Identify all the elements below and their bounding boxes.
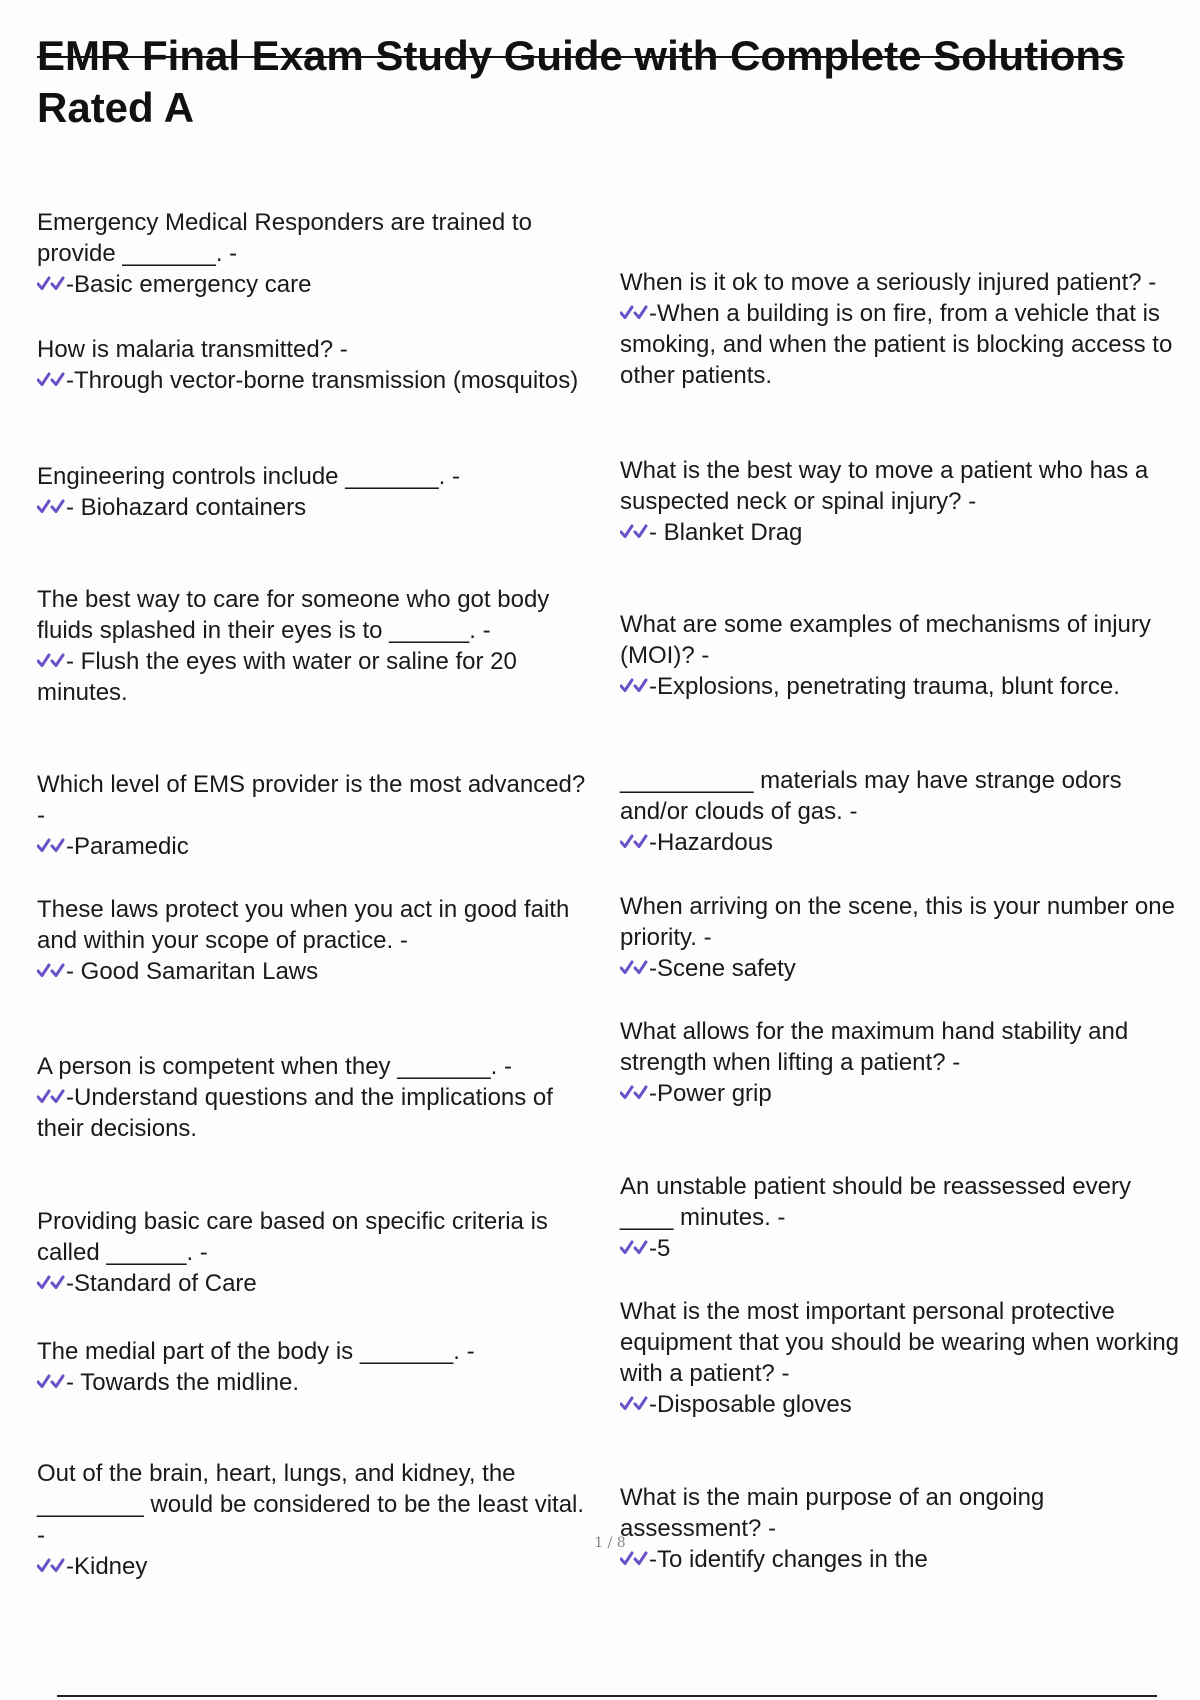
qa-item-left-3: [37, 430, 597, 523]
title-line-1: EMR Final Exam Study Guide with Complete Solutions: [37, 32, 1125, 79]
answer-text: -Kidney: [66, 1553, 148, 1580]
qa-item-left-10: [37, 1427, 597, 1582]
double-check-icon: [620, 831, 649, 853]
qa-item-left-1: [37, 176, 597, 300]
question-text: An unstable patient should be reassessed every ____ minutes. -: [620, 1173, 1131, 1231]
qa-item-right-6: [620, 985, 1190, 1109]
answer-text: -Explosions, penetrating trauma, blunt force.: [649, 673, 1120, 700]
question-text: These laws protect you when you act in good faith and within your scope of practice. -: [37, 896, 570, 954]
double-check-icon: [37, 960, 66, 982]
answer-text: -Hazardous: [649, 829, 774, 856]
page-number: 1 / 8: [594, 1535, 626, 1551]
answer-text: -Understand questions and the implications of their decisions.: [37, 1084, 553, 1142]
answer-text: -Scene safety: [649, 955, 796, 982]
qa-item-left-8: [37, 1175, 597, 1299]
qa-item-left-5: [37, 738, 597, 862]
answer-text: -Paramedic: [66, 833, 189, 860]
answer-text: - Towards the midline.: [66, 1369, 299, 1396]
document-title: [37, 30, 1187, 134]
answer-text: -To identify changes in the: [649, 1546, 928, 1573]
double-check-icon: [37, 835, 66, 857]
question-text: Engineering controls include _______. -: [37, 463, 460, 490]
qa-item-right-4: [620, 734, 1190, 858]
question-text: What are some examples of mechanisms of injury (MOI)? -: [620, 611, 1151, 669]
double-check-icon: [37, 273, 66, 295]
double-check-icon: [37, 1555, 66, 1577]
answer-text: -Disposable gloves: [649, 1391, 852, 1418]
qa-item-right-3: [620, 578, 1190, 702]
answer-text: -Through vector-borne transmission (mosquitos): [66, 367, 579, 394]
qa-item-right-2: [620, 424, 1190, 548]
question-text: Emergency Medical Responders are trained to provide _______. -: [37, 209, 532, 267]
qa-item-left-7: [37, 1020, 597, 1144]
title-line-2: Rated A: [37, 84, 195, 131]
qa-item-right-8: [620, 1265, 1190, 1420]
question-text: Out of the brain, heart, lungs, and kidney, the ________ would be considered to be the least vital. -: [37, 1460, 585, 1549]
question-text: Providing basic care based on specific criteria is called ______. -: [37, 1208, 548, 1266]
double-check-icon: [620, 957, 649, 979]
answer-text: -Standard of Care: [66, 1270, 257, 1297]
question-text: What allows for the maximum hand stability and strength when lifting a patient? -: [620, 1018, 1129, 1076]
qa-item-left-6: [37, 863, 597, 987]
answer-text: -When a building is on fire, from a vehicle that is smoking, and when the patient is blocking access to other patients.: [620, 300, 1173, 389]
double-check-icon: [620, 1237, 649, 1259]
double-check-icon: [620, 521, 649, 543]
double-check-icon: [620, 1082, 649, 1104]
answer-text: - Good Samaritan Laws: [66, 958, 319, 985]
answer-text: -Power grip: [649, 1080, 772, 1107]
double-check-icon: [620, 675, 649, 697]
question-text: The best way to care for someone who got body fluids splashed in their eyes is to ______. -: [37, 586, 550, 644]
double-check-icon: [37, 496, 66, 518]
question-text: __________ materials may have strange odors and/or clouds of gas. -: [620, 767, 1122, 825]
double-check-icon: [620, 302, 649, 324]
qa-item-left-4: [37, 553, 597, 708]
double-check-icon: [620, 1548, 649, 1570]
question-text: When arriving on the scene, this is your number one priority. -: [620, 893, 1175, 951]
question-text: When is it ok to move a seriously injured patient? -: [620, 269, 1157, 296]
question-text: How is malaria transmitted? -: [37, 336, 348, 363]
bottom-divider: [57, 1695, 1157, 1697]
question-text: What is the best way to move a patient who has a suspected neck or spinal injury? -: [620, 457, 1149, 515]
question-text: What is the most important personal protective equipment that you should be wearing when working with a patient? -: [620, 1298, 1180, 1387]
double-check-icon: [37, 369, 66, 391]
answer-text: - Biohazard containers: [66, 494, 307, 521]
qa-item-right-7: [620, 1140, 1190, 1264]
qa-item-right-5: [620, 860, 1190, 984]
double-check-icon: [620, 1393, 649, 1415]
double-check-icon: [37, 1086, 66, 1108]
qa-item-right-1: [620, 236, 1190, 391]
answer-text: - Flush the eyes with water or saline for 20 minutes.: [37, 648, 517, 706]
double-check-icon: [37, 1272, 66, 1294]
question-text: Which level of EMS provider is the most advanced? -: [37, 771, 586, 829]
qa-item-left-2: [37, 303, 597, 396]
qa-item-left-9: [37, 1305, 597, 1398]
qa-item-right-9: [620, 1451, 1190, 1575]
question-text: What is the main purpose of an ongoing assessment? -: [620, 1484, 1045, 1542]
answer-text: - Blanket Drag: [649, 519, 803, 546]
answer-text: -5: [649, 1235, 671, 1262]
double-check-icon: [37, 650, 66, 672]
double-check-icon: [37, 1371, 66, 1393]
answer-text: -Basic emergency care: [66, 271, 312, 298]
question-text: The medial part of the body is _______. -: [37, 1338, 475, 1365]
question-text: A person is competent when they _______. -: [37, 1053, 512, 1080]
